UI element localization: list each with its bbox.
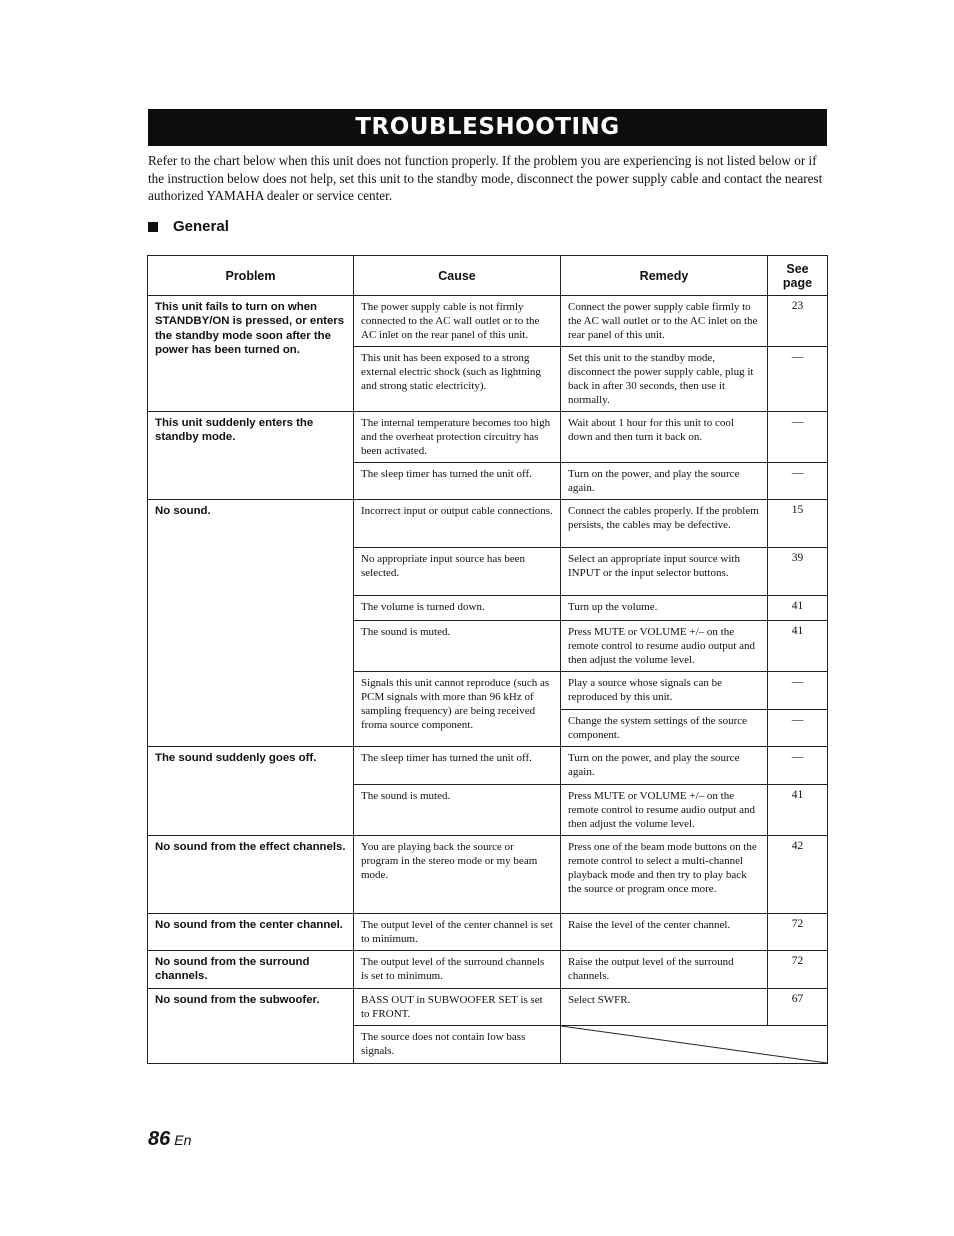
problem-cell: This unit suddenly enters the standby mode. [148,412,354,500]
diagonal-strike-icon [561,1026,827,1063]
table-row [148,836,828,914]
page-ref-cell: 41 [768,785,828,836]
remedy-cell: Raise the output level of the surround channels. [561,951,768,989]
table-row [148,747,828,785]
language-code: En [174,1132,192,1148]
cause-cell: The volume is turned down. [354,596,561,621]
problem-cell: No sound from the center channel. [148,914,354,951]
page-ref-cell: — [768,710,828,747]
page-ref-cell: — [768,672,828,710]
problem-cell: This unit fails to turn on when STANDBY/ON is pressed, or enters the standby mode soon after the power has been turned on. [148,296,354,412]
cause-cell: The source does not contain low bass signals. [354,1025,561,1063]
problem-cell: No sound from the surround channels. [148,951,354,989]
remedy-cell: Set this unit to the standby mode, disconnect the power supply cable, plug it back in after 30 seconds, then use it normally. [561,347,768,412]
cause-cell: The sleep timer has turned the unit off. [354,747,561,785]
page-ref-cell: — [768,412,828,463]
not-applicable-cell [561,1025,828,1063]
cause-cell: BASS OUT in SUBWOOFER SET is set to FRONT. [354,988,561,1025]
cause-cell: The internal temperature becomes too high and the overheat protection circuitry has been activated. [354,412,561,463]
section-title: General [173,218,229,235]
cause-cell: This unit has been exposed to a strong external electric shock (such as lightning and strong static electricity). [354,347,561,412]
page-ref-cell: 41 [768,621,828,672]
remedy-cell: Turn up the volume. [561,596,768,621]
cause-cell: The sound is muted. [354,621,561,672]
cause-cell: Incorrect input or output cable connections. [354,500,561,548]
table-row [148,500,828,548]
intro-text: Refer to the chart below when this unit does not function properly. If the problem you are experiencing is not listed below or if the instruction below does not help, set this unit to the standby mode, disconnect the power supply cable and contact the nearest authorized YAMAHA dealer or service center. [148,153,823,203]
table-row [148,951,828,989]
problem-cell: No sound from the subwoofer. [148,988,354,1063]
page-ref-cell: 41 [768,596,828,621]
cause-cell: You are playing back the source or program in the stereo mode or my beam mode. [354,836,561,914]
table-row [148,988,828,1025]
page-ref-cell: 39 [768,548,828,596]
cause-cell: The output level of the surround channels is set to minimum. [354,951,561,989]
cause-cell: The output level of the center channel is set to minimum. [354,914,561,951]
problem-cell: No sound. [148,500,354,747]
table-row [148,296,828,347]
page-ref-cell: 23 [768,296,828,347]
remedy-cell: Select an appropriate input source with INPUT or the input selector buttons. [561,548,768,596]
remedy-cell: Change the system settings of the source component. [561,710,768,747]
remedy-cell: Connect the power supply cable firmly to the AC wall outlet or to the AC inlet on the rear panel of this unit. [561,296,768,347]
page-ref-cell: — [768,347,828,412]
cause-cell: The power supply cable is not firmly connected to the AC wall outlet or to the AC inlet on the rear panel of this unit. [354,296,561,347]
problem-cell: No sound from the effect channels. [148,836,354,914]
remedy-cell: Play a source whose signals can be reproduced by this unit. [561,672,768,710]
page-ref-cell: — [768,463,828,500]
cause-cell: The sound is muted. [354,785,561,836]
section-heading [148,218,229,235]
header-see-page: See page [768,256,828,296]
remedy-cell: Connect the cables properly. If the problem persists, the cables may be defective. [561,500,768,548]
page-footer [148,1128,191,1151]
cause-cell: Signals this unit cannot reproduce (such as PCM signals with more than 96 kHz of sampling frequency) are being received froma source component. [354,672,561,747]
remedy-cell: Press one of the beam mode buttons on the remote control to select a multi-channel playback mode and then try to play back the source or program once more. [561,836,768,914]
header-cause: Cause [354,256,561,296]
problem-cell: The sound suddenly goes off. [148,747,354,836]
page-title: TROUBLESHOOTING [148,109,827,146]
table-body [148,296,828,1064]
remedy-cell: Select SWFR. [561,988,768,1025]
page-ref-cell: 15 [768,500,828,548]
remedy-cell: Turn on the power, and play the source again. [561,747,768,785]
remedy-cell: Press MUTE or VOLUME +/– on the remote control to resume audio output and then adjust the volume level. [561,621,768,672]
page-ref-cell: 42 [768,836,828,914]
troubleshooting-table [147,255,828,1064]
remedy-cell: Turn on the power, and play the source again. [561,463,768,500]
cause-cell: The sleep timer has turned the unit off. [354,463,561,500]
page-ref-cell: 72 [768,951,828,989]
page-ref-cell: — [768,747,828,785]
remedy-cell: Raise the level of the center channel. [561,914,768,951]
table-header-row [148,256,828,296]
cause-cell: No appropriate input source has been selected. [354,548,561,596]
remedy-cell: Press MUTE or VOLUME +/– on the remote control to resume audio output and then adjust the volume level. [561,785,768,836]
square-bullet-icon [148,222,158,232]
table-row [148,412,828,463]
page-ref-cell: 72 [768,914,828,951]
remedy-cell: Wait about 1 hour for this unit to cool down and then turn it back on. [561,412,768,463]
header-problem: Problem [148,256,354,296]
page-number: 86 [148,1128,171,1150]
page-ref-cell: 67 [768,988,828,1025]
table-row [148,914,828,951]
header-remedy: Remedy [561,256,768,296]
